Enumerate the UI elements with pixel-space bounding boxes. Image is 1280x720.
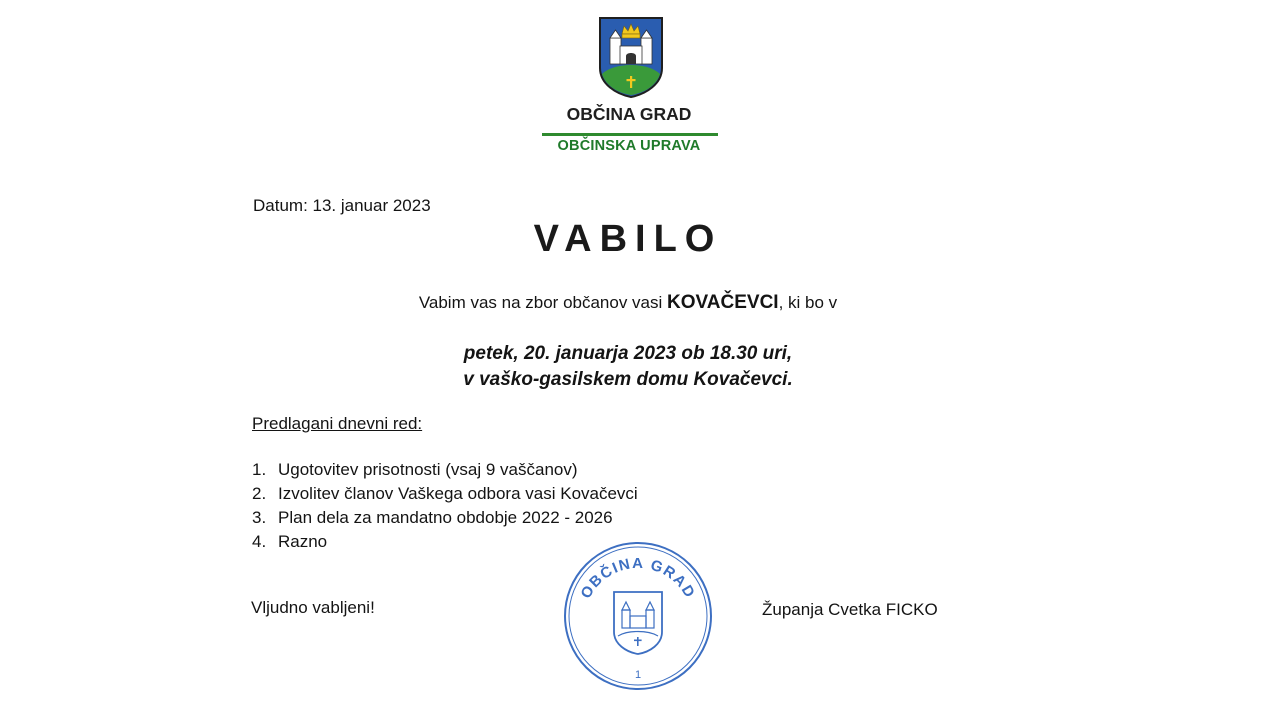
- municipality-name: OBČINA GRAD: [566, 104, 692, 124]
- department-name: OBČINSKA UPRAVA: [557, 138, 701, 154]
- village-name: KOVAČEVCI: [667, 292, 779, 313]
- agenda-item-text: Ugotovitev prisotnosti (vsaj 9 vaščanov): [278, 460, 578, 479]
- signatory: Županja Cvetka FICKO: [762, 600, 938, 619]
- stamp-ring-text: OBČINA GRAD: [577, 555, 699, 602]
- agenda-item-text: Plan dela za mandatno obdobje 2022 - 2026: [278, 508, 613, 527]
- header-divider: [542, 133, 718, 136]
- agenda-item: [252, 506, 638, 530]
- meeting-time: petek, 20. januarja 2023 ob 18.30 uri,: [463, 343, 793, 364]
- agenda-item: [252, 482, 638, 506]
- agenda-item-number: 1.: [252, 460, 267, 479]
- date-line: Datum: 13. januar 2023: [253, 196, 431, 215]
- agenda-item-text: Izvolitev članov Vaškega odbora vasi Kovačevci: [278, 484, 638, 503]
- intro-before: Vabim vas na zbor občanov vasi: [418, 293, 668, 312]
- closing-greeting: Vljudno vabljeni!: [251, 598, 375, 617]
- agenda-item-number: 4.: [252, 532, 267, 551]
- agenda-item-number: 3.: [252, 508, 267, 527]
- invitation-intro: [0, 292, 1256, 314]
- agenda-item: [252, 458, 638, 482]
- agenda-item-text: Razno: [278, 532, 328, 551]
- coat-of-arms-icon: [598, 16, 664, 98]
- intro-after: , ki bo v: [778, 293, 838, 312]
- meeting-time-place: [0, 341, 1256, 393]
- agenda-heading: Predlagani dnevni red:: [252, 414, 423, 433]
- stamp-number: 1: [634, 669, 642, 681]
- meeting-place: v vaško-gasilskem domu Kovačevci.: [463, 369, 793, 390]
- document-title: VABILO: [533, 218, 723, 260]
- official-stamp-icon: [562, 540, 714, 692]
- agenda-item-number: 2.: [252, 484, 267, 503]
